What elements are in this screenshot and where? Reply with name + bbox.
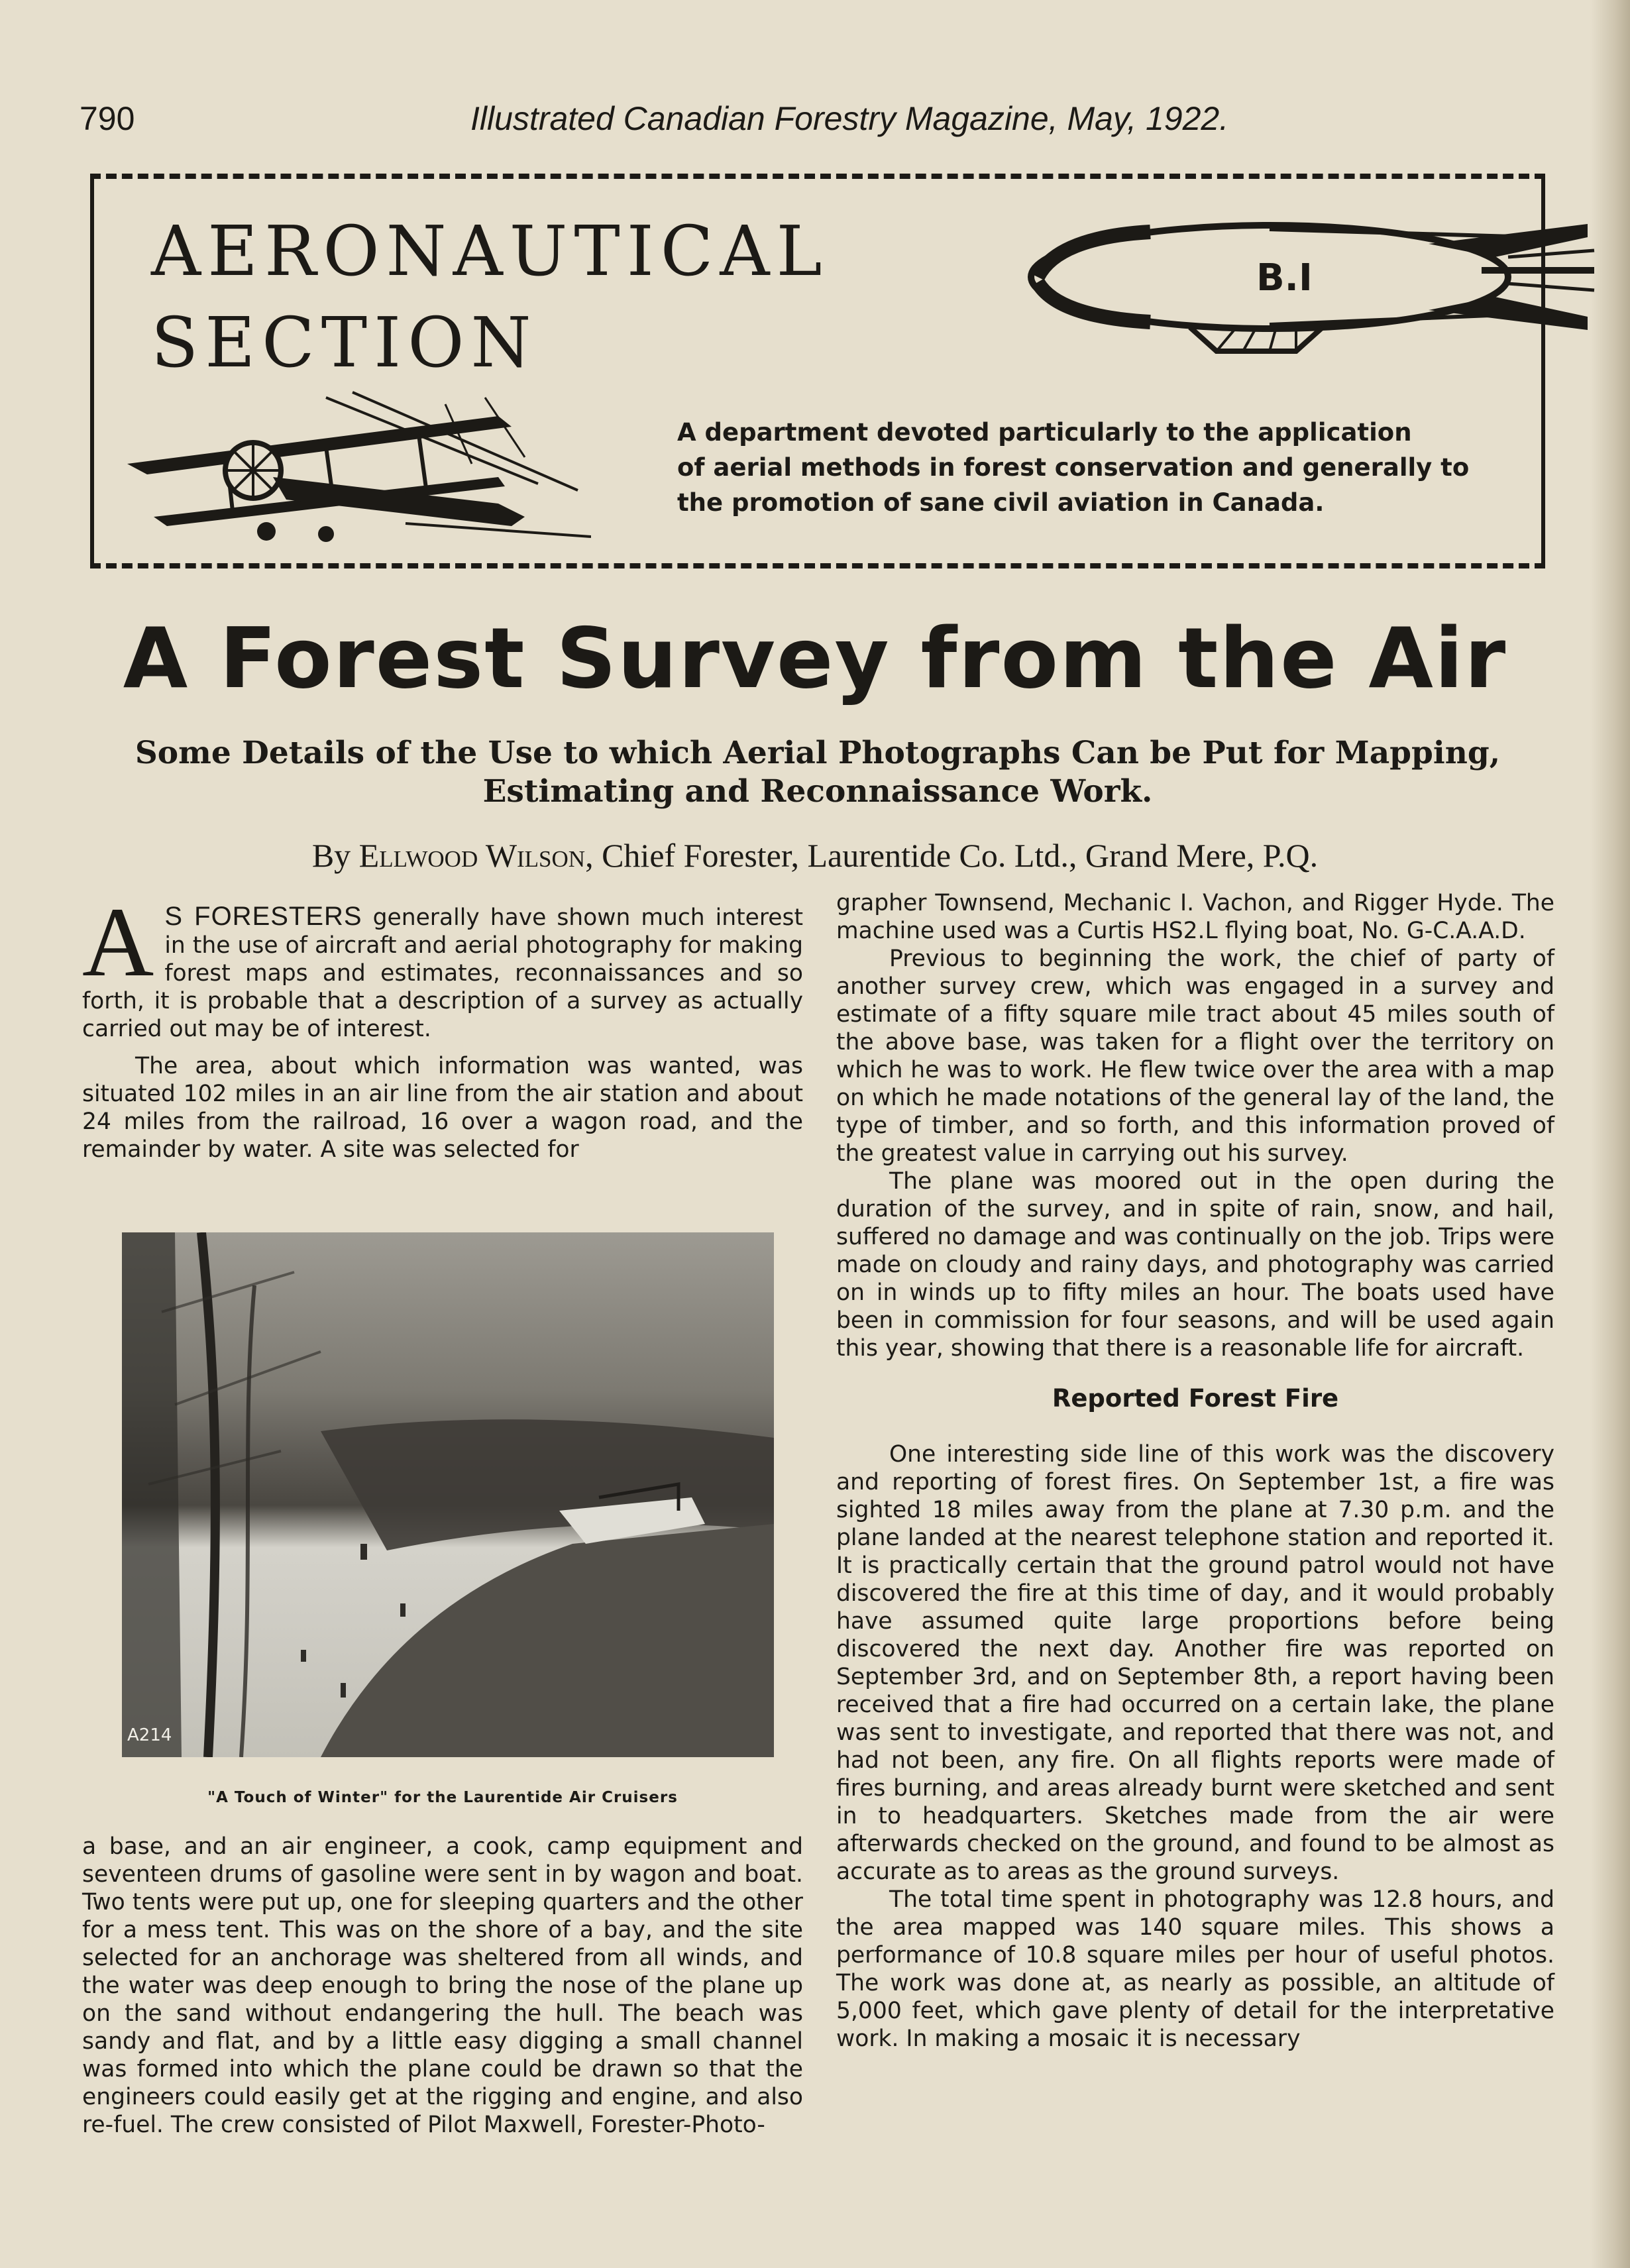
paragraph-7: One interesting side line of this work was the discovery and reporting of forest fires. On September 1st, a fire was sighted 18 miles away from the plane at 7.30 p.m. and the plane landed at the nearest telephone station and reported it. It is practically certain that the ground patrol would not have discovered the fire at this time of day, and it would probably have assumed quite large proportions before being discovered the next day. Another fire was reported on September 3rd, and on September 8th, a report having been received that a fire had occurred on a certain lake, the plane was sent to investigate, and reported that there was not, and had not been, any fire. On all flights reports were made of fires burning, and areas already burnt were sketched and sent in to headquarters. Sketches made from the air were afterwards checked on the ground, and found to be almost as accurate as to areas as the ground surveys. [836,1441,1554,1885]
photo-scene [122,1232,774,1757]
section-title-line2: SECTION [151,302,538,383]
article-title: A Forest Survey from the Air [123,610,1507,707]
byline-affiliation: , Chief Forester, Laurentide Co. Ltd., Grand Mere, P.Q. [585,837,1319,874]
right-column [836,889,1554,2053]
article-subtitle-line1: Some Details of the Use to which Aerial Photographs Can be Put for Mapping, [135,735,1501,771]
article-subtitle-line2: Estimating and Reconnaissance Work. [482,773,1153,810]
subheading-reported-forest-fire: Reported Forest Fire [1052,1384,1339,1413]
paragraph-4: grapher Townsend, Mechanic I. Vachon, and Rigger Hyde. The machine used was a Curtis HS2.L flying boat, No. G-C.A.A.D. [836,890,1554,944]
biplane-illustration [127,384,591,543]
opening-words: S FORESTERS [164,902,362,931]
winter-photograph [122,1232,774,1757]
section-description [677,415,1512,520]
byline-prefix: By [311,837,351,874]
paragraph-2: The area, about which information was wanted, was situated 102 miles in an air line from the air station and about 24 miles from the railroad, 16 over a wagon road, and the remainder by water. A site was selected for [82,1053,803,1163]
author-name: Ellwood Wilson [358,837,586,874]
paragraph-3: a base, and an air engineer, a cook, camp equipment and seventeen drums of gasoline were sent in by wagon and boat. Two tents were put up, one for sleeping quarters and the other for a mess tent. This was on the shore of a bay, and the site selected for an anchorage was sheltered from all winds, and the water was deep enough to bring the nose of the plane up on the sand without endangering the hull. The beach was sandy and flat, and by a little easy digging a small channel was formed into which the plane could be drawn so that the engineers could easily get at the rigging and engine, and also re-fuel. The crew consisted of Pilot Maxwell, Forester-Photo- [82,1833,803,2138]
article-subtitle [82,734,1553,811]
photo-label: A214 [127,1725,172,1745]
section-title-line1: AERONAUTICAL [151,211,829,292]
airship-illustration [1018,197,1601,356]
drop-cap: A [82,887,154,997]
paragraph-1 [82,887,803,1043]
running-head [80,99,1557,146]
paragraph-5: Previous to beginning the work, the chief of party of another survey crew, which was engaged in a survey and estimate of a fifty square mile tract about 45 miles south of the above base, was taken for a flight over the territory on which he was to work. He flew twice over the area with a map on which he made notations of the general lay of the land, the type of timber, and so forth, and this information proved of the greatest value in carrying out his survey. [836,945,1554,1167]
section-description-line: of aerial methods in forest conservation and generally to [677,453,1470,482]
section-description-line: A department devoted particularly to the application [677,418,1412,447]
left-column-top [82,887,803,1163]
aeronautical-section-box [90,174,1545,568]
photo-caption: "A Touch of Winter" for the Laurentide Air Cruisers [207,1789,678,1806]
magazine-title: Illustrated Canadian Forestry Magazine, May, 1922. [470,100,1229,137]
paragraph-8: The total time spent in photography was 12.8 hours, and the area mapped was 140 square miles. This shows a performance of 10.8 square miles per hour of useful photos. The work was done at, as nearly as possible, an altitude of 5,000 feet, which gave plenty of detail for the interpretative work. In making a mosaic it is necessary [836,1886,1554,2052]
byline [0,836,1630,875]
left-column-bottom [82,1833,803,2139]
page-number: 790 [80,100,135,137]
section-description-line: the promotion of sane civil aviation in Canada. [677,488,1325,517]
airship-marking: B.I [1256,256,1313,299]
paragraph-6: The plane was moored out in the open during the duration of the survey, and in spite of rain, snow, and hail, suffered no damage and was continually on the job. Trips were made on cloudy and rainy days, and photography was carried on in winds up to fifty miles an hour. The boats used have been in commission for four seasons, and will be used again this year, showing that there is a reasonable life for aircraft. [836,1168,1554,1362]
paragraph-1-text: generally have shown much interest in the use of aircraft and aerial photography for making forest maps and estimates, reconnaissances and so forth, it is probable that a description of a survey as actually carried out may be of interest. [82,904,803,1042]
